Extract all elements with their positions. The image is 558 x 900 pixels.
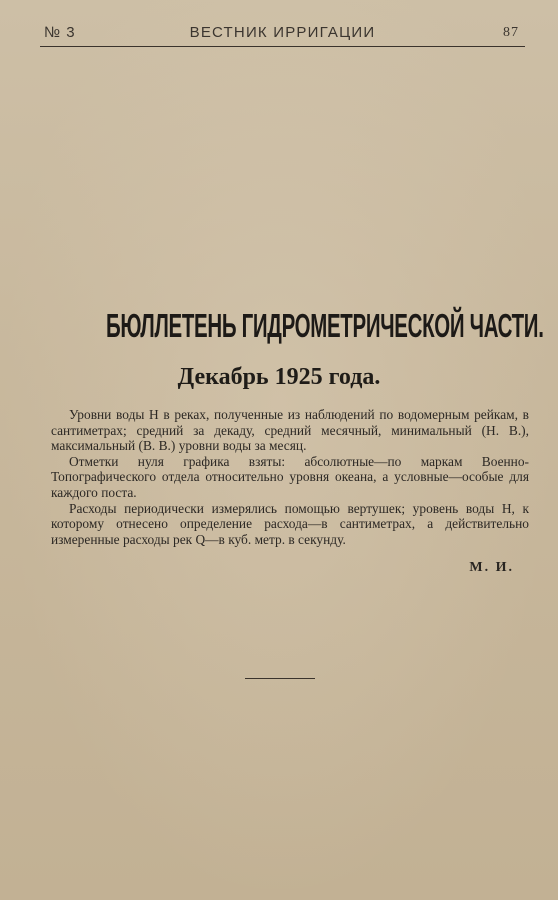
paragraph-zero-marks: Отметки нуля графика взяты: абсолютные—по маркам Военно-Топографического отдела относительно уровня океана, а условные—особые для каждого поста.: [51, 453, 529, 500]
end-rule: [245, 678, 315, 679]
journal-title: ВЕСТНИК ИРРИГАЦИИ: [189, 24, 376, 41]
issue-number: № 3: [44, 24, 76, 41]
bulletin-title: БЮЛЛЕТЕНЬ ГИДРОМЕТРИЧЕСКОЙ ЧАСТИ.: [106, 307, 544, 344]
bulletin-subtitle: Декабрь 1925 года.: [177, 364, 381, 390]
page-number: 87: [503, 25, 519, 40]
body-text: [51, 407, 529, 547]
paragraph-discharge: Расходы периодически измерялись помощью вертушек; уровень воды Н, к которому отнесено определение расхода—в сантиметрах, а действительно измеренные расходы рек Q—в куб. метр. в секунду.: [51, 500, 529, 547]
running-header: [40, 22, 525, 47]
paragraph-water-levels: Уровни воды Н в реках, полученные из наблюдений по водомерным рейкам, в сантиметрах; средний за декаду, средний месячный, минимальный (Н. В.), максимальный (В. В.) уровни воды за месяц.: [51, 407, 529, 454]
signature: М. И.: [469, 560, 514, 575]
